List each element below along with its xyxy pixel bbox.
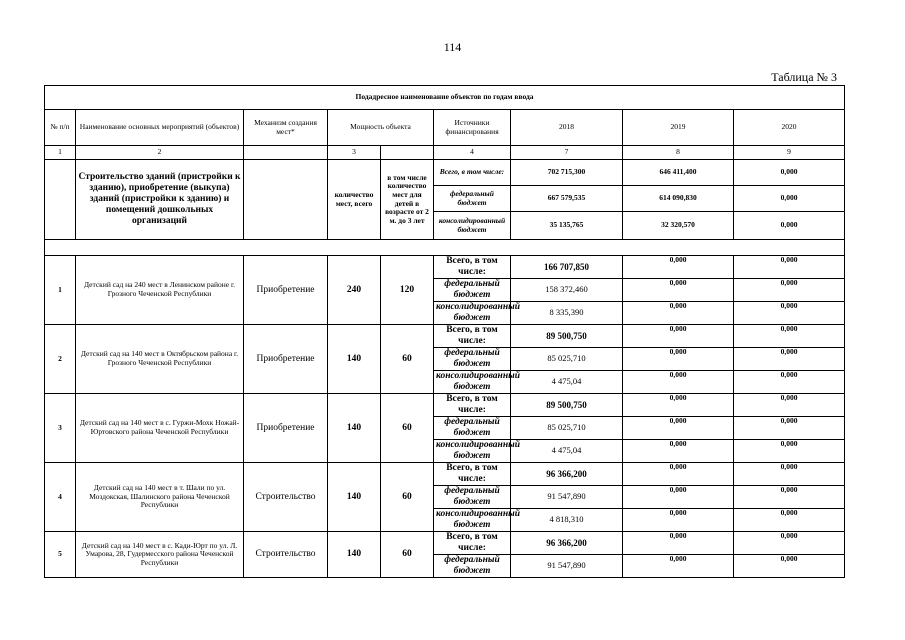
object-mechanism: Приобретение: [244, 256, 328, 325]
summary-source: консолидированный бюджет: [434, 212, 511, 240]
object-2018: 89 500,750: [511, 325, 623, 348]
object-2019: 0,000: [623, 463, 734, 486]
object-mechanism: Приобретение: [244, 394, 328, 463]
summary-2018: 702 715,300: [511, 160, 623, 186]
object-capacity-under3: 60: [381, 325, 434, 394]
object-2020: 0,000: [734, 440, 845, 463]
summary-row: [45, 160, 845, 186]
spacer-cell: [45, 240, 845, 256]
object-2019: 0,000: [623, 348, 734, 371]
object-capacity-under3: 60: [381, 394, 434, 463]
object-2018: 85 025,710: [511, 348, 623, 371]
object-row: [45, 463, 845, 486]
object-2020: 0,000: [734, 532, 845, 555]
object-source: консолидированный бюджет: [434, 371, 511, 394]
object-capacity-total: 240: [328, 256, 381, 325]
col-number: 1: [45, 146, 76, 160]
header-capacity: Мощность объекта: [328, 110, 434, 146]
object-2020: 0,000: [734, 348, 845, 371]
object-capacity-total: 140: [328, 325, 381, 394]
object-2019: 0,000: [623, 256, 734, 279]
object-2019: 0,000: [623, 440, 734, 463]
summary-2019: 646 411,400: [623, 160, 734, 186]
header-row: [45, 110, 845, 146]
object-source: федеральный бюджет: [434, 486, 511, 509]
object-name: Детский сад на 140 мест в Октябрьском района г. Грозного Чеченской Республики: [76, 325, 244, 394]
object-2019: 0,000: [623, 417, 734, 440]
table-title: Подадресное наименование объектов по годам ввода: [45, 86, 845, 110]
object-2020: 0,000: [734, 256, 845, 279]
object-source: Всего, в том числе:: [434, 325, 511, 348]
object-source: консолидированный бюджет: [434, 509, 511, 532]
title-row: [45, 86, 845, 110]
object-name: Детский сад на 140 мест в с. Кади-Юрт по ул. Л. Умарова, 28, Гудермесского района Чеченской Республики: [76, 532, 244, 578]
header-2018: 2018: [511, 110, 623, 146]
col-number: 9: [734, 146, 845, 160]
object-source: федеральный бюджет: [434, 555, 511, 578]
object-capacity-total: 140: [328, 463, 381, 532]
object-source: Всего, в том числе:: [434, 256, 511, 279]
object-2020: 0,000: [734, 302, 845, 325]
header-num: № п/п: [45, 110, 76, 146]
summary-2018: 35 135,765: [511, 212, 623, 240]
object-source: консолидированный бюджет: [434, 302, 511, 325]
object-name: Детский сад на 240 мест в Ленинском районе г. Грозного Чеченской Республики: [76, 256, 244, 325]
object-row: [45, 325, 845, 348]
summary-source: федеральный бюджет: [434, 186, 511, 212]
table-label: Таблица № 3: [771, 70, 837, 84]
object-2018: 96 366,200: [511, 532, 623, 555]
object-num: 2: [45, 325, 76, 394]
object-2018: 8 335,390: [511, 302, 623, 325]
object-2018: 4 475,04: [511, 440, 623, 463]
financing-table: [44, 85, 845, 578]
object-2020: 0,000: [734, 463, 845, 486]
object-2019: 0,000: [623, 325, 734, 348]
object-mechanism: Строительство: [244, 532, 328, 578]
object-2019: 0,000: [623, 279, 734, 302]
summary-2019: 614 090,830: [623, 186, 734, 212]
summary-name: Строительство зданий (пристройки к зданию), приобретение (выкупа) зданий (пристройки к зданию) и помещений дошкольных организаций: [76, 160, 244, 240]
object-name: Детский сад на 140 мест в с. Гуржи-Мохк Ножай-Юртовского района Чеченской Республики: [76, 394, 244, 463]
summary-cap-under3: в том числе количество мест для детей в возрасте от 2 м. до 3 лет: [381, 160, 434, 240]
page-number: 114: [443, 40, 462, 54]
object-capacity-under3: 60: [381, 463, 434, 532]
summary-2018: 667 579,535: [511, 186, 623, 212]
summary-cap-total: количество мест, всего: [328, 160, 381, 240]
summary-2020: 0,000: [734, 160, 845, 186]
object-2018: 158 372,460: [511, 279, 623, 302]
object-num: 3: [45, 394, 76, 463]
summary-source: Всего, в том числе:: [434, 160, 511, 186]
col-number: 8: [623, 146, 734, 160]
col-number: [244, 146, 328, 160]
object-source: консолидированный бюджет: [434, 440, 511, 463]
object-source: Всего, в том числе:: [434, 394, 511, 417]
object-2018: 89 500,750: [511, 394, 623, 417]
object-2019: 0,000: [623, 486, 734, 509]
object-2020: 0,000: [734, 394, 845, 417]
object-source: федеральный бюджет: [434, 348, 511, 371]
object-capacity-under3: 120: [381, 256, 434, 325]
object-2019: 0,000: [623, 394, 734, 417]
object-2019: 0,000: [623, 509, 734, 532]
object-2020: 0,000: [734, 417, 845, 440]
object-2018: 4 475,04: [511, 371, 623, 394]
object-source: Всего, в том числе:: [434, 463, 511, 486]
object-2020: 0,000: [734, 325, 845, 348]
object-num: 1: [45, 256, 76, 325]
header-name: Наименование основных мероприятий (объектов): [76, 110, 244, 146]
object-row: [45, 394, 845, 417]
object-2020: 0,000: [734, 509, 845, 532]
object-2019: 0,000: [623, 302, 734, 325]
object-capacity-total: 140: [328, 394, 381, 463]
object-mechanism: Приобретение: [244, 325, 328, 394]
object-num: 5: [45, 532, 76, 578]
object-source: федеральный бюджет: [434, 417, 511, 440]
summary-mechanism-cell: [244, 160, 328, 240]
col-number: 7: [511, 146, 623, 160]
object-num: 4: [45, 463, 76, 532]
col-number: 3: [328, 146, 381, 160]
header-2019: 2019: [623, 110, 734, 146]
object-2019: 0,000: [623, 371, 734, 394]
object-2020: 0,000: [734, 279, 845, 302]
col-number: 2: [76, 146, 244, 160]
object-row: [45, 532, 845, 555]
header-2020: 2020: [734, 110, 845, 146]
summary-2020: 0,000: [734, 212, 845, 240]
column-number-row: [45, 146, 845, 160]
col-number: 4: [434, 146, 511, 160]
object-capacity-under3: 60: [381, 532, 434, 578]
col-number: [381, 146, 434, 160]
object-2019: 0,000: [623, 532, 734, 555]
object-2018: 166 707,850: [511, 256, 623, 279]
object-2018: 85 025,710: [511, 417, 623, 440]
object-2020: 0,000: [734, 555, 845, 578]
object-mechanism: Строительство: [244, 463, 328, 532]
object-2018: 96 366,200: [511, 463, 623, 486]
object-2018: 91 547,890: [511, 555, 623, 578]
object-source: федеральный бюджет: [434, 279, 511, 302]
object-row: [45, 256, 845, 279]
object-2020: 0,000: [734, 371, 845, 394]
object-source: Всего, в том числе:: [434, 532, 511, 555]
object-2018: 91 547,890: [511, 486, 623, 509]
summary-num-cell: [45, 160, 76, 240]
object-2019: 0,000: [623, 555, 734, 578]
object-2020: 0,000: [734, 486, 845, 509]
spacer-row: [45, 240, 845, 256]
summary-2020: 0,000: [734, 186, 845, 212]
header-sources: Источники финансирования: [434, 110, 511, 146]
object-name: Детский сад на 140 мест в т. Шали по ул. Моздокская, Шалинского района Чеченской Республики: [76, 463, 244, 532]
header-mechanism: Механизм создания мест*: [244, 110, 328, 146]
summary-2019: 32 320,570: [623, 212, 734, 240]
object-2018: 4 818,310: [511, 509, 623, 532]
object-capacity-total: 140: [328, 532, 381, 578]
